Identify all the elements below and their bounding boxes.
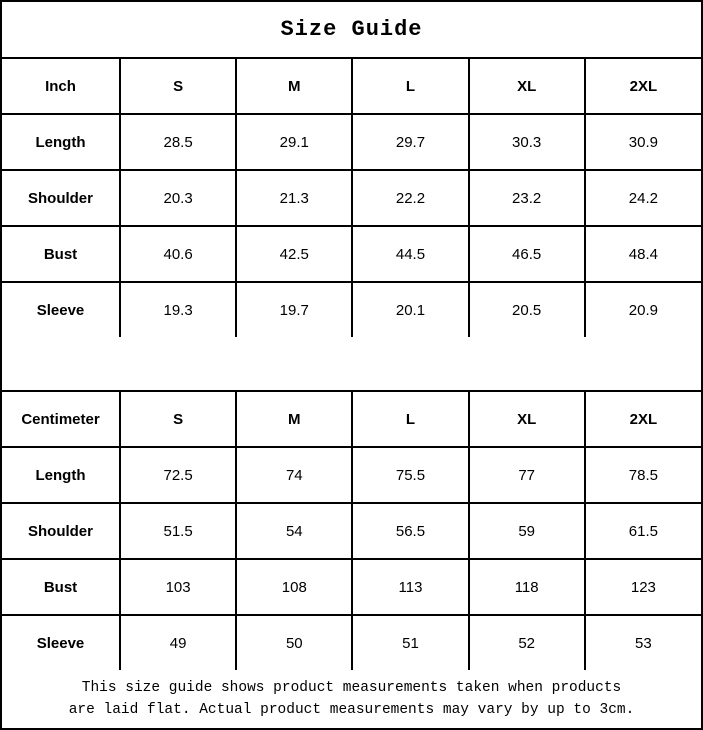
measurement-value: 19.3 <box>120 282 236 337</box>
measurement-label: Sleeve <box>2 615 120 670</box>
inch-header-row <box>2 59 701 114</box>
measurement-value: 20.3 <box>120 170 236 226</box>
measurement-value: 75.5 <box>352 447 468 503</box>
measurement-note-line2: are laid flat. Actual product measurements may vary by up to 3cm. <box>68 702 635 718</box>
measurement-value: 103 <box>120 559 236 615</box>
measurement-value: 108 <box>236 559 352 615</box>
centimeter-row-sleeve <box>2 615 701 670</box>
measurement-value: 20.5 <box>469 282 585 337</box>
inch-unit-header: Inch <box>2 59 120 114</box>
measurement-value: 46.5 <box>469 226 585 282</box>
measurement-note <box>2 670 701 728</box>
measurement-label: Length <box>2 447 120 503</box>
inch-size-header-xl: XL <box>469 59 585 114</box>
measurement-value: 77 <box>469 447 585 503</box>
inch-size-header-2xl: 2XL <box>585 59 701 114</box>
measurement-value: 24.2 <box>585 170 701 226</box>
centimeter-header-row <box>2 392 701 447</box>
measurement-value: 72.5 <box>120 447 236 503</box>
measurement-value: 56.5 <box>352 503 468 559</box>
measurement-value: 78.5 <box>585 447 701 503</box>
centimeter-size-header-xl: XL <box>469 392 585 447</box>
centimeter-size-header-2xl: 2XL <box>585 392 701 447</box>
centimeter-row-bust <box>2 559 701 615</box>
inch-row-bust <box>2 226 701 282</box>
measurement-value: 21.3 <box>236 170 352 226</box>
measurement-value: 19.7 <box>236 282 352 337</box>
measurement-value: 61.5 <box>585 503 701 559</box>
measurement-value: 30.3 <box>469 114 585 170</box>
centimeter-size-header-m: M <box>236 392 352 447</box>
page-title: Size Guide <box>280 17 423 42</box>
inch-size-table <box>2 59 701 337</box>
measurement-value: 51.5 <box>120 503 236 559</box>
measurement-value: 23.2 <box>469 170 585 226</box>
measurement-label: Sleeve <box>2 282 120 337</box>
measurement-label: Length <box>2 114 120 170</box>
measurement-value: 52 <box>469 615 585 670</box>
centimeter-row-length <box>2 447 701 503</box>
centimeter-size-header-l: L <box>352 392 468 447</box>
measurement-value: 123 <box>585 559 701 615</box>
measurement-value: 40.6 <box>120 226 236 282</box>
measurement-value: 29.1 <box>236 114 352 170</box>
inch-row-sleeve <box>2 282 701 337</box>
centimeter-unit-header: Centimeter <box>2 392 120 447</box>
measurement-value: 113 <box>352 559 468 615</box>
inch-size-header-s: S <box>120 59 236 114</box>
inch-row-shoulder <box>2 170 701 226</box>
measurement-value: 54 <box>236 503 352 559</box>
measurement-value: 51 <box>352 615 468 670</box>
measurement-value: 53 <box>585 615 701 670</box>
measurement-value: 20.1 <box>352 282 468 337</box>
inch-size-header-m: M <box>236 59 352 114</box>
measurement-value: 42.5 <box>236 226 352 282</box>
measurement-value: 20.9 <box>585 282 701 337</box>
measurement-value: 48.4 <box>585 226 701 282</box>
centimeter-size-table <box>2 392 701 670</box>
inch-size-header-l: L <box>352 59 468 114</box>
measurement-label: Bust <box>2 226 120 282</box>
measurement-value: 44.5 <box>352 226 468 282</box>
measurement-value: 29.7 <box>352 114 468 170</box>
measurement-label: Shoulder <box>2 170 120 226</box>
measurement-value: 118 <box>469 559 585 615</box>
inch-row-length <box>2 114 701 170</box>
measurement-value: 50 <box>236 615 352 670</box>
measurement-value: 59 <box>469 503 585 559</box>
title-row <box>2 2 701 59</box>
centimeter-row-shoulder <box>2 503 701 559</box>
measurement-value: 74 <box>236 447 352 503</box>
measurement-label: Shoulder <box>2 503 120 559</box>
measurement-value: 30.9 <box>585 114 701 170</box>
measurement-value: 49 <box>120 615 236 670</box>
centimeter-size-header-s: S <box>120 392 236 447</box>
measurement-label: Bust <box>2 559 120 615</box>
measurement-value: 22.2 <box>352 170 468 226</box>
measurement-note-line1: This size guide shows product measurements taken when products <box>81 679 622 696</box>
table-separator <box>2 337 701 392</box>
measurement-value: 28.5 <box>120 114 236 170</box>
